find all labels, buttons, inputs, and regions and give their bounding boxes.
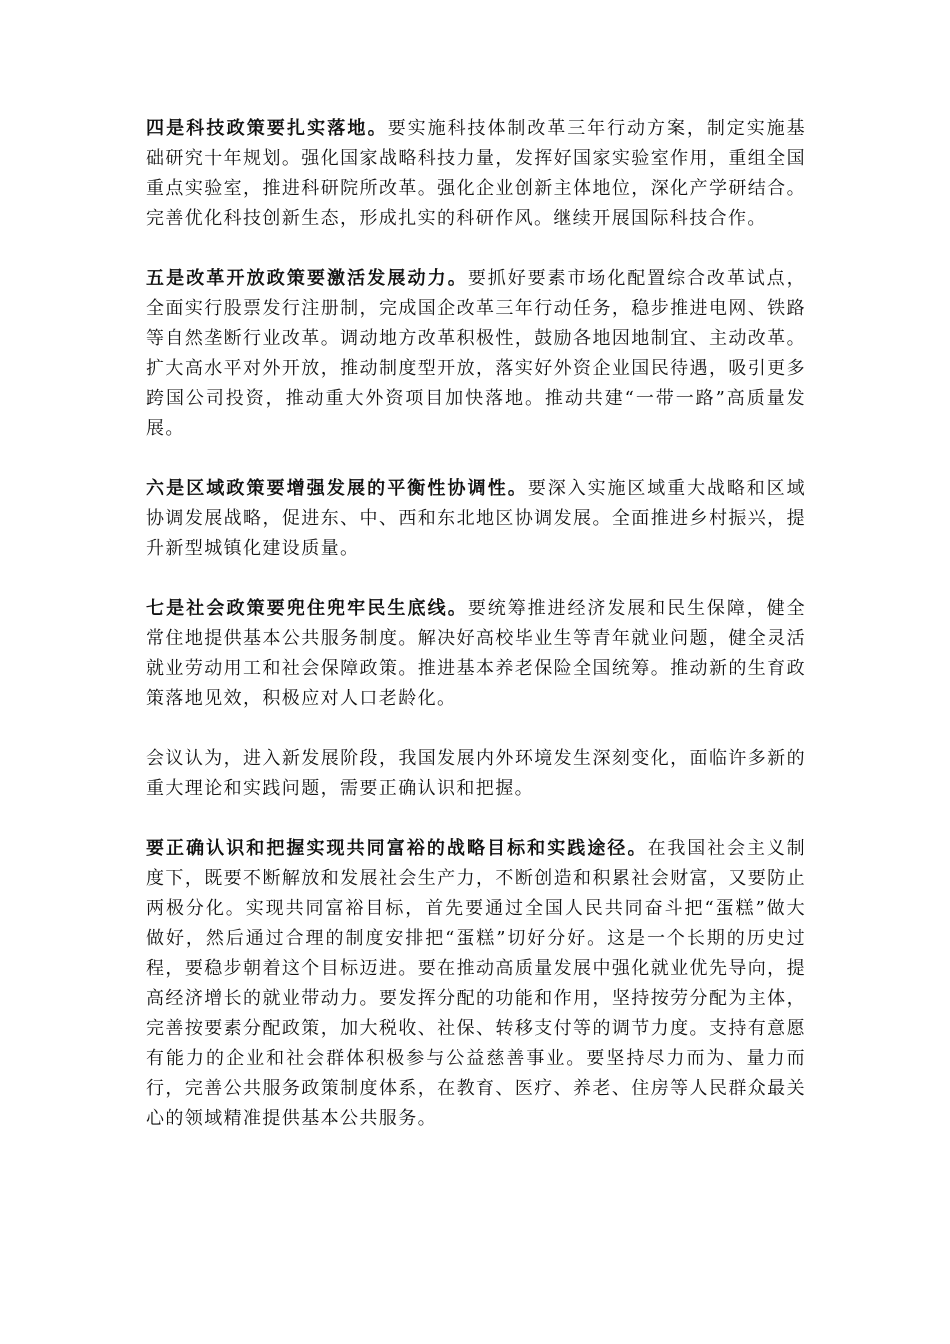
paragraph-lead: 要正确认识和把握实现共同富裕的战略目标和实践途径。	[146, 838, 648, 859]
paragraph-body: 要抓好要素市场化配置综合改革试点，全面实行股票发行注册制，完成国企改革三年行动任务，稳步推进电网、铁路等自然垄断行业改革。调动地方改革积极性，鼓励各地因地制宜、主动改革。扩大高水平对外开放，推动制度型开放，落实好外资企业国民待遇，吸引更多跨国公司投资，推动重大外资项目加快落地。推动共建“一带一路”高质量发展。	[146, 268, 806, 439]
document-page	[146, 114, 806, 1134]
paragraph-common-prosperity	[146, 834, 806, 1134]
paragraph-tech-policy	[146, 114, 806, 234]
paragraph-body: 在我国社会主义制度下，既要不断解放和发展社会生产力，不断创造和积累社会财富，又要防止两极分化。实现共同富裕目标，首先要通过全国人民共同奋斗把“蛋糕”做大做好，然后通过合理的制度安排把“蛋糕”切好分好。这是一个长期的历史过程，要稳步朝着这个目标迈进。要在推动高质量发展中强化就业优先导向，提高经济增长的就业带动力。要发挥分配的功能和作用，坚持按劳分配为主体，完善按要素分配政策，加大税收、社保、转移支付等的调节力度。支持有意愿有能力的企业和社会群体积极参与公益慈善事业。要坚持尽力而为、量力而行，完善公共服务政策制度体系，在教育、医疗、养老、住房等人民群众最关心的领域精准提供基本公共服务。	[146, 838, 806, 1129]
paragraph-lead: 六是区域政策要增强发展的平衡性协调性。	[146, 478, 528, 499]
paragraph-lead: 五是改革开放政策要激活发展动力。	[146, 268, 468, 289]
paragraph-body: 会议认为，进入新发展阶段，我国发展内外环境发生深刻变化，面临许多新的重大理论和实践问题，需要正确认识和把握。	[146, 748, 806, 799]
paragraph-regional-policy	[146, 474, 806, 564]
paragraph-social-policy	[146, 594, 806, 714]
paragraph-lead: 七是社会政策要兜住兜牢民生底线。	[146, 598, 468, 619]
paragraph-reform-policy	[146, 264, 806, 444]
paragraph-body: 要实施科技体制改革三年行动方案，制定实施基础研究十年规划。强化国家战略科技力量，发挥好国家实验室作用，重组全国重点实验室，推进科研院所改革。强化企业创新主体地位，深化产学研结合。完善优化科技创新生态，形成扎实的科研作风。继续开展国际科技合作。	[146, 118, 807, 229]
paragraph-body: 要深入实施区域重大战略和区域协调发展战略，促进东、中、西和东北地区协调发展。全面推进乡村振兴，提升新型城镇化建设质量。	[146, 478, 806, 559]
paragraph-body: 要统筹推进经济发展和民生保障，健全常住地提供基本公共服务制度。解决好高校毕业生等青年就业问题，健全灵活就业劳动用工和社会保障政策。推进基本养老保险全国统筹。推动新的生育政策落地见效，积极应对人口老龄化。	[146, 598, 806, 709]
paragraph-meeting-view	[146, 744, 806, 804]
paragraph-lead: 四是科技政策要扎实落地。	[146, 118, 388, 139]
